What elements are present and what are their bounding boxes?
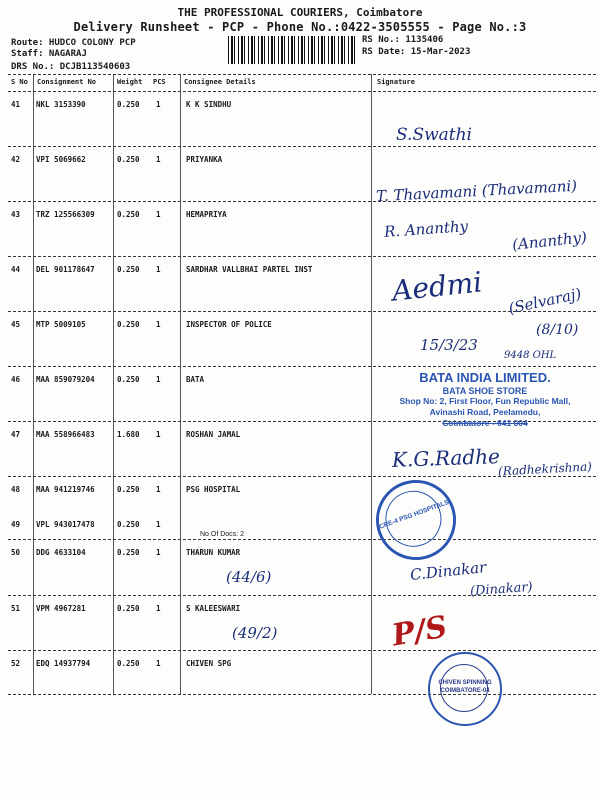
column-divider [33, 74, 34, 694]
signature-50-print: (Dinakar) [469, 579, 534, 600]
signature-47: K.G.Radhe [391, 444, 501, 472]
row-weight: 0.250 [117, 265, 140, 274]
row-consignee: ROSHAN JAMAL [186, 430, 241, 439]
row-pcs: 1 [156, 485, 161, 494]
row-consignment: MAA 859079204 [36, 375, 95, 384]
row-rule [8, 366, 596, 367]
psg-hospital-stamp [365, 469, 468, 572]
row-sno: 52 [11, 659, 21, 668]
row-weight: 0.250 [117, 320, 140, 329]
row-rule [8, 146, 596, 147]
row-pcs: 1 [156, 520, 161, 529]
row-consignment: MAA 558966483 [36, 430, 95, 439]
signature-45-date: 15/3/23 [420, 336, 478, 354]
row-sno: 51 [11, 604, 21, 613]
row-consignment: TRZ 125566309 [36, 210, 95, 219]
signature-42: T. Thavamani (Thavamani) [375, 176, 578, 206]
signature-45-note: 9448 OHL [504, 350, 557, 361]
row-pcs: 1 [156, 604, 161, 613]
row-weight: 0.250 [117, 604, 140, 613]
signature-44-print: (Selvaraj) [506, 284, 583, 318]
row-consignee: INSPECTOR OF POLICE [186, 320, 272, 329]
row-consignee: PRIYANKA [186, 155, 223, 164]
bata-stamp-address-1: Shop No: 2, First Floor, Fun Republic Mall, [399, 396, 571, 406]
psg-stamp-text: CRE-4 PSG HOSPITALS [378, 498, 450, 531]
row-pcs: 1 [156, 659, 161, 668]
row-consignment: MAA 941219746 [36, 485, 95, 494]
row-weight: 0.250 [117, 210, 140, 219]
row-consignment: MTP 5009105 [36, 320, 86, 329]
row-sno: 43 [11, 210, 21, 219]
row-sno: 46 [11, 375, 21, 384]
row-sno: 41 [11, 100, 21, 109]
row-sno: 42 [11, 155, 21, 164]
row-consignment: VPL 943017478 [36, 520, 95, 529]
row-consignment: DEL 901178647 [36, 265, 95, 274]
staff-label: Staff: NAGARAJ [11, 49, 87, 59]
row-consignee: SARDHAR VALLBHAI PARTEL INST [186, 265, 313, 274]
route-label: Route: HUDCO COLONY PCP [11, 38, 136, 48]
row-weight: 1.680 [117, 430, 140, 439]
row-sno: 47 [11, 430, 21, 439]
row-weight: 0.250 [117, 375, 140, 384]
column-divider [180, 74, 181, 694]
row-consignment: NKL 3153390 [36, 100, 86, 109]
row-sno: 48 [11, 485, 21, 494]
row-consignee: HEMAPRIYA [186, 210, 227, 219]
row-pcs: 1 [156, 265, 161, 274]
row-pcs: 1 [156, 210, 161, 219]
bata-stamp-store: BATA SHOE STORE [442, 386, 528, 396]
chiven-spinning-stamp [428, 652, 502, 726]
row-sno: 44 [11, 265, 21, 274]
rs-number: RS No.: 1135406 [362, 35, 444, 45]
row-rule [8, 650, 596, 651]
no-of-docs: No Of Docs: 2 [200, 531, 244, 538]
row-rule [8, 91, 596, 92]
drs-number: DRS No.: DCJB113540603 [11, 62, 131, 72]
row-consignment: VPI 5069662 [36, 155, 86, 164]
row-pcs: 1 [156, 155, 161, 164]
row-pcs: 1 [156, 375, 161, 384]
row-pcs: 1 [156, 100, 161, 109]
row-pcs: 1 [156, 548, 161, 557]
column-divider [113, 74, 114, 694]
row-pcs: 1 [156, 320, 161, 329]
row-sno: 50 [11, 548, 21, 557]
row-weight: 0.250 [117, 548, 140, 557]
row-rule [8, 256, 596, 257]
signature-41: S.Swathi [396, 125, 472, 145]
row-consignee: BATA [186, 375, 205, 384]
row-weight: 0.250 [117, 485, 140, 494]
chiven-stamp-text: CHIVEN SPINNING COIMBATORE-04 [438, 680, 492, 694]
row-consignee: S KALEESWARI [186, 604, 241, 613]
bata-stamp-address-3: Coimbatore - 641 004 [442, 418, 528, 428]
row-rule [8, 694, 596, 695]
row-consignee: CHIVEN SPG [186, 659, 232, 668]
row-consignee: PSG HOSPITAL [186, 485, 241, 494]
bata-stamp-address-2: Avinashi Road, Peelamedu, [429, 407, 541, 417]
signature-43-print: (Ananthy) [511, 228, 588, 254]
col-consignment: Consignment No [37, 78, 97, 86]
runsheet-barcode [228, 36, 356, 64]
row-pcs: 1 [156, 430, 161, 439]
row-consignment: DDG 4633104 [36, 548, 86, 557]
signature-44: Aedmi [390, 265, 484, 308]
row-weight: 0.250 [117, 155, 140, 164]
row-consignment: VPM 4967281 [36, 604, 86, 613]
consignee-note-50: (44/6) [226, 568, 272, 586]
col-weight: Weight [117, 78, 143, 86]
signature-43-name: R. Ananthy [383, 217, 469, 241]
consignee-note-51: (49/2) [232, 624, 278, 642]
bata-stamp-name: BATA INDIA LIMITED. [419, 370, 551, 385]
col-pcs: PCS [153, 78, 166, 86]
row-sno: 49 [11, 520, 21, 529]
row-rule [8, 201, 596, 202]
row-weight: 0.250 [117, 520, 140, 529]
row-rule [8, 74, 596, 75]
bata-stamp [372, 370, 598, 429]
col-sno: S No [11, 78, 28, 86]
signature-45-ref: (8/10) [536, 322, 579, 338]
row-consignee: K K SINDHU [186, 100, 232, 109]
col-signature: Signature [377, 78, 415, 86]
runsheet-subtitle: Delivery Runsheet - PCP - Phone No.:0422-3505555 - Page No.:3 [73, 20, 527, 34]
row-rule [8, 539, 596, 540]
rs-date: RS Date: 15-Mar-2023 [362, 47, 471, 57]
col-consignee: Consignee Details [184, 78, 256, 86]
row-consignee: THARUN KUMAR [186, 548, 241, 557]
company-title: THE PROFESSIONAL COURIERS, Coimbatore [177, 6, 423, 19]
red-pen-mark: P/S [389, 609, 450, 654]
row-weight: 0.250 [117, 659, 140, 668]
signature-47-print: (Radhekrishna) [497, 459, 593, 479]
signature-50: C.Dinakar [409, 558, 488, 584]
row-weight: 0.250 [117, 100, 140, 109]
row-consignment: EDQ 14937794 [36, 659, 91, 668]
row-rule [8, 311, 596, 312]
row-sno: 45 [11, 320, 21, 329]
